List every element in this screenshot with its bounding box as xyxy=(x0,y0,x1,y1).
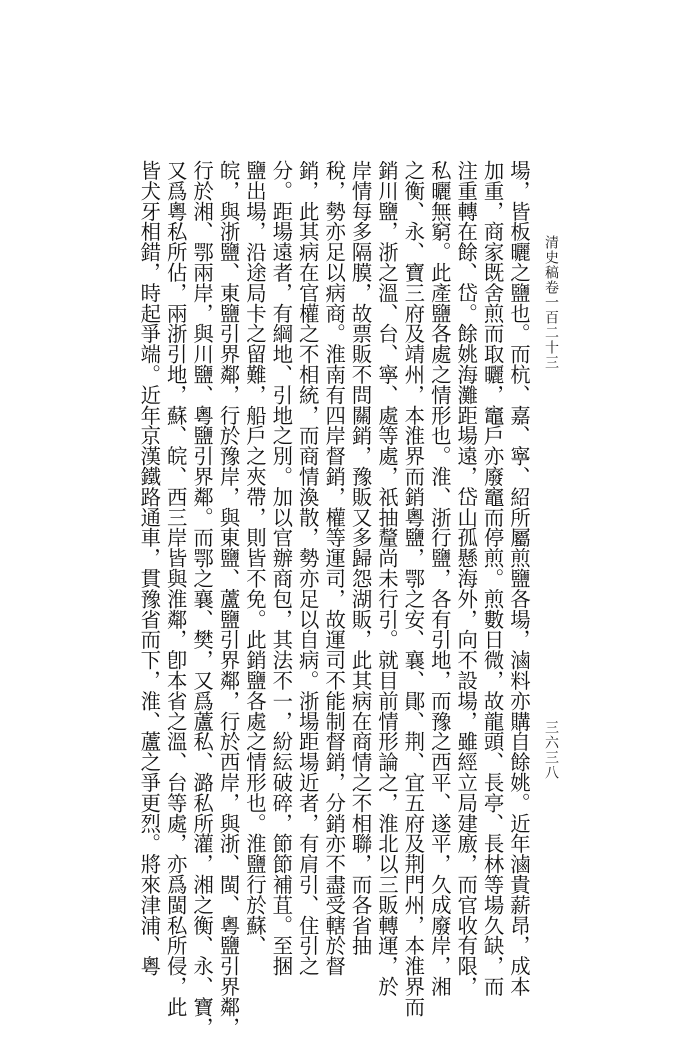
text-column: 加重，商家既舍煎而取曬，竈戶亦廢竈而停煎。煎數日微，故龍頭、長亭、長林等場久缺，而 xyxy=(480,160,505,997)
text-column: 銷，此其病在官權之不相統，而商情渙散，勢亦足以自病。浙場距場近者，有肩引、住引之 xyxy=(295,160,320,976)
text-column: 岸情每多隔膜，故票販不問關銷，豫販又多歸怨湖販，此其病在商情之不相聯，而各省抽 xyxy=(348,160,373,956)
text-column: 稅，勢亦足以病商。淮南有四岸督銷，權等運司，故運司不能制督銷，分銷亦不盡受轄於督 xyxy=(322,160,347,976)
text-column: 注重轉在餘、岱。餘姚海灘距場遠，岱山孤懸海外，向不設場，雖經立局建廒，而官收有限， xyxy=(454,160,479,997)
text-column: 皖，與浙鹽、東鹽引界鄰，行於豫岸，與東鹽、蘆鹽引界鄰，行於西岸，與浙、閩、粵鹽引界鄰， xyxy=(216,160,241,1037)
text-column: 銷川鹽，浙之溫、台、寧、處等處，祇抽釐尚未行引。就目前情形論之，淮北以三販轉運，於 xyxy=(374,160,399,997)
text-column: 之衡、永、寶三府及靖州，本淮界而銷粵鹽，鄂之安、襄、鄖、荆、宜五府及荆門州，本淮界而 xyxy=(401,160,426,1017)
text-column: 場，皆板曬之鹽也。而杭、嘉、寧、紹所屬煎鹽各場，滷料亦購自餘姚。近年滷貴薪昂，成本 xyxy=(507,160,531,997)
text-column: 私曬無窮。此產鹽各處之情形也。淮、浙行鹽，各有引地，而豫之西平、遂平，久成廢岸，湘 xyxy=(427,160,452,997)
text-column: 鹽出場，沿途局卡之留難，船戶之夾帶，則皆不免。此銷鹽各處之情形也。淮鹽行於蘇、 xyxy=(242,160,267,956)
body-text xyxy=(137,160,532,1037)
text-column: 皆犬牙相錯，時起爭端。近年京漢鐵路通車，貫豫省而下，淮、蘆之爭更烈。將來津浦、粵 xyxy=(137,160,162,976)
text-column: 行於湘、鄂兩岸，與川鹽、粵鹽引界鄰。而鄂之襄、樊，又爲蘆私、潞私所灌，湘之衡、永、寶， xyxy=(190,160,215,1037)
text-column: 又爲粵私所佔，兩浙引地，蘇、皖、西三岸皆與淮鄰，卽本省之溫、台等處，亦爲閩私所侵，此 xyxy=(163,160,188,1017)
page-number: 三六三八 xyxy=(543,720,559,780)
running-title: 清史稿卷一百二十三 xyxy=(543,235,559,370)
text-column: 分。距場遠者，有綱地、引地之別。加以官辦商包，其法不一，紛紜破碎，節節補苴。至捆 xyxy=(269,160,294,976)
